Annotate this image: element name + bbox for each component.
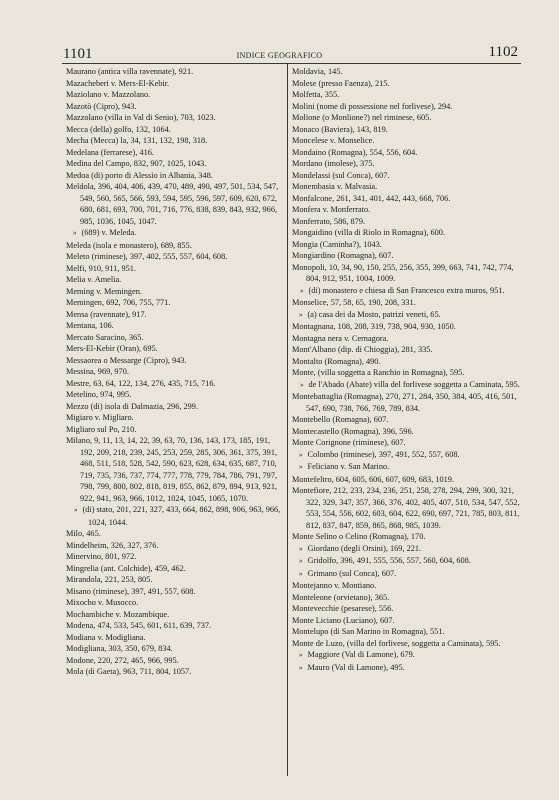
index-entry [66,158,282,170]
index-entry [292,649,520,662]
index-entry-text: Mauro (Val di Lamone), 495. [307,662,405,672]
index-entry [292,250,520,262]
index-entry-text: Memingen, 692, 706, 755, 771. [66,298,171,307]
index-entry-text: Medina del Campo, 832, 907, 1025, 1043. [66,159,207,168]
index-entry-text: Montagna nera v. Cernagora. [292,333,389,343]
index-entry [66,286,282,298]
index-entry [292,147,520,159]
index-entry-text: Mixocho v. Musocco. [66,598,139,607]
index-entry [292,262,520,285]
index-entry [66,355,282,367]
index-entry [66,240,282,252]
index-entry-text: Mazzolano (villa in Val di Senio), 703, 1023. [66,113,216,122]
ditto-mark: » [299,310,303,319]
index-entry-text: Meming v. Memingen. [66,286,142,296]
index-entry [66,504,282,528]
index-entry-text: Monte, (villa soggetta a Ranchio in Romagna), 595. [292,368,465,377]
index-entry [292,543,520,556]
index-entry-text: Monembasia v. Malvasia. [292,182,378,191]
ditto-mark: » [300,286,304,295]
index-entry [66,609,282,621]
index-entry [66,251,282,263]
index-entry [66,435,282,504]
index-entry-text: Milano, 9, 11, 13, 14, 22, 39, 63, 70, 136, 143, 173, 185, 191, 192, 209, 218, 239, 245, 253, 259, 285, 306, 361, 375, 391, 468, 511, 518, 528, 542, 590, 623, 628, 634, 635, 687, 710, 719, 735, 736, 737, 774, 777, 778, 779, 784, 786, 791, 797, 798, 799, 800, 802, 818, 819, 855, 862, 879, 894, 913, 921, 922, 941, 963, 966, 1012, 1024, 1045, 1065, 1070. [66,436,278,503]
index-entry [66,366,282,378]
index-entry-text: Mont'Albano (dip. di Chioggia), 281, 335. [292,345,433,354]
index-entry-text: de l'Abado (Abate) villa del forlivese soggetta a Caminata, 595. [308,379,520,389]
index-entry-text: Migiaro v. Migliaro. [66,413,134,422]
index-entry-text: Monte Selino o Celino (Romagna), 170. [292,532,426,541]
header-rule [62,63,521,64]
index-entry [292,309,520,322]
index-entry [292,239,520,251]
index-entry-text: Monaco (Baviera), 143, 819. [292,124,388,134]
index-entry [66,112,282,124]
index-entry-text: Monte Liciano (Luciano), 607. [292,615,395,625]
index-entry-text: Milo, 465. [66,529,101,538]
index-entry-text: Montevecchie (pesarese), 556. [292,604,394,613]
index-entry [292,204,520,216]
index-entry [66,632,282,644]
index-entry-text: Monte Corignone (riminese), 607. [292,438,406,447]
index-entry-text: Modigliana, 303, 350, 679, 834. [66,644,173,653]
index-entry-text: Molfetta, 355. [292,90,340,99]
index-entry [66,89,282,101]
index-entry [292,66,520,78]
index-entry [292,158,520,170]
index-entry-text: (689) v. Meleda. [81,228,137,237]
index-entry [66,424,282,436]
index-entry-text: Melfi, 910, 911, 951. [66,263,136,273]
index-entry [292,485,520,531]
index-entry-text: Montefeltro, 604, 605, 606, 607, 609, 683, 1019. [292,474,455,484]
index-entry-text: Mers-El-Kebir (Oran), 695. [66,344,158,353]
index-entry-text: Modone, 220, 272, 465, 966, 995. [66,655,179,665]
index-entry [66,309,282,321]
index-entry [292,227,520,239]
ditto-mark: » [299,450,303,459]
index-entry-text: (a) casa dei da Mosto, patrizi veneti, 65. [307,309,441,319]
index-entry-text: Mecca (della) golfo, 132, 1064. [66,124,171,134]
index-entry-text: Monfera v. Monferrato. [292,205,371,214]
ditto-mark: » [300,380,304,389]
index-entry [292,181,520,193]
index-entry-text: Messina, 969, 970. [66,367,129,376]
index-entry [292,112,520,124]
index-entry [66,389,282,401]
index-entry-text: Medoa (di) porto di Alessio in Albania, 348. [66,170,213,180]
index-entry-text: Giordano (degli Orsini), 169, 221. [307,543,422,553]
index-entry-text: Mestre, 63, 64, 122, 134, 276, 435, 715, 716. [66,378,216,388]
index-entry-text: Monte de Luzo, (villa del forlivese, soggetta a Caminata), 595. [292,638,501,648]
ditto-mark: » [299,544,303,553]
index-entry [66,574,282,586]
index-entry [66,643,282,655]
index-entry-text: Mindelheim, 326, 327, 376. [66,540,159,550]
index-entry [292,615,520,627]
index-entry-text: Montagnana, 108, 208, 319, 738, 904, 930, 1050. [292,322,456,331]
index-entry [292,193,520,205]
index-entry [66,181,282,227]
index-entry-text: Mazotò (Cipro), 943. [66,101,137,111]
index-entry-text: Maurano (antica villa ravennate), 921. [66,67,194,76]
index-entry-text: Monopoli, 10, 34, 90, 150, 255, 256, 355, 399, 663, 741, 742, 774, 804, 912, 951, 1004, 1009. [292,262,514,283]
index-entry-text: Mochambiche v. Mozambique. [66,609,170,619]
index-entry-text: Meleda (isola e monastero), 689, 855. [66,240,192,250]
index-entry [66,401,282,413]
index-entry-text: Colombo (riminese), 397, 491, 552, 557, 608. [307,449,460,459]
index-entry [292,437,520,449]
index-entry-text: Moldavia, 145. [292,67,343,76]
index-entry [292,414,520,426]
index-entry [292,297,520,309]
index-entry [66,320,282,332]
index-entry [66,170,282,182]
index-entry-text: Mordano (imolese), 375. [292,159,375,168]
index-entry [66,332,282,344]
index-entry [66,263,282,275]
index-entry [66,135,282,147]
index-entry [292,474,520,486]
index-entry-text: Gridolfo, 396, 491, 555, 556, 557, 560, 604, 608. [307,556,471,565]
index-entry-text: Monfalcone, 261, 341, 401, 442, 443, 668, 706. [292,193,451,203]
index-entry [66,551,282,563]
index-entry [292,638,520,650]
index-entry [292,135,520,147]
index-entry [292,285,520,298]
ditto-mark: » [299,569,303,578]
index-entry [66,227,282,240]
index-entry-text: Montebattaglia (Romagna), 270, 271, 284, 350, 384, 405, 416, 501, 547, 690, 738, 766, 769, 789, 834. [292,392,517,413]
index-entry [292,461,520,474]
index-entry [66,620,282,632]
index-entry-text: Monselice, 57, 58, 65, 190, 208, 331. [292,298,416,307]
column-divider [287,64,288,776]
index-entry-text: Mongaidino (villa di Riolo in Romagna), 600. [292,228,446,237]
index-entry-text: Mondaino (Romagna), 554, 556, 604. [292,147,418,157]
index-entry-text: Montecastello (Romagna), 396, 596. [292,426,414,436]
index-entry-text: Moncelese v. Monselice. [292,136,375,145]
index-entry [292,344,520,356]
index-entry-text: Monferrato, 586, 879. [292,216,366,226]
index-entry-text: Montefiore, 212, 233, 234, 236, 251, 258, 278, 294, 299, 300, 321, 322, 329, 347, 357, 366, 376, 402, 405, 407, 510, 534, 547, 552, 553, 554, 556, 602, 603, 604, 622, 690, 697, 721, 785, 803, 811, 812, 837, 847, 859, 865, 868, 985, 1039. [292,486,520,530]
index-entry [66,597,282,609]
index-entry-text: Misano (riminese), 397, 491, 557, 608. [66,586,196,596]
index-entry-text: Minervino, 801, 972. [66,552,137,561]
index-entry [292,531,520,543]
ditto-mark: » [299,463,303,471]
index-entry [292,662,520,675]
index-entry-text: Montalto (Romagna), 490. [292,356,381,366]
index-entry [292,379,520,392]
index-entry-text: Mensa (ravennate), 917. [66,309,147,319]
index-entry [292,391,520,414]
index-entry [292,89,520,101]
ditto-mark: » [299,557,303,565]
index-entry-text: Molione (o Monlione?) nel riminese, 605. [292,113,432,122]
index-entry [292,216,520,228]
index-entry-text: Meleto (riminese), 397, 402, 555, 557, 604, 608. [66,252,228,261]
index-entry [66,540,282,552]
index-entry [292,603,520,615]
index-entry [66,563,282,575]
index-entry [292,449,520,462]
ditto-mark: » [299,651,303,659]
index-entry [66,586,282,598]
index-entry-text: Mongia (Caminha?), 1043. [292,239,382,249]
index-entry-text: Feliciano v. San Marino. [307,462,390,471]
index-entry [292,333,520,345]
index-entry-text: Modena, 474, 533, 545, 601, 611, 639, 737. [66,621,212,630]
index-entry [292,555,520,568]
index-entry [66,147,282,159]
index-entry-text: Mezzo (di) isola di Dalmazia, 296, 299. [66,401,199,411]
index-entry [66,66,282,78]
index-entry-text: Mazacheberi v. Mers-El-Kebir. [66,78,170,88]
index-entry-text: Medelana (ferrarese), 416. [66,147,154,157]
index-entry [66,101,282,113]
index-entry-text: Molini (nome di possessione nel forlivese), 294. [292,101,453,111]
index-entry [292,124,520,136]
index-entry-text: Modiana v. Modigliana. [66,632,146,642]
ditto-mark: » [74,506,78,514]
index-entry [292,321,520,333]
ditto-mark: » [299,663,303,672]
index-entry [66,412,282,424]
index-entry-text: Mirandola, 221, 253, 805. [66,575,153,584]
index-entry [66,297,282,309]
running-title: INDICE GEOGRAFICO [236,51,323,60]
index-entry [292,356,520,368]
index-entry-text: Mercato Saracino, 365. [66,332,144,342]
index-entry [292,367,520,379]
index-entry [66,528,282,540]
index-entry-text: Mecha (Mecca) la, 34, 131, 132, 198, 318. [66,136,208,145]
index-entry [292,426,520,438]
index-entry [66,378,282,390]
index-entry-text: Mola (di Gaeta), 963, 711, 804, 1057. [66,667,192,676]
index-entry [292,626,520,638]
index-entry-text: Maziolano v. Mazzolano. [66,90,151,99]
index-entry-text: Mongiardino (Romagna), 607. [292,251,394,260]
index-entry [66,78,282,90]
index-entry-text: Melia v. Amelia. [66,275,122,284]
index-entry [292,568,520,581]
index-entry [66,655,282,667]
index-entry-text: Grimano (sul Conca), 607. [307,568,397,578]
index-entry-text: Montelupo (di San Marino in Romagna), 551. [292,627,445,636]
index-entry-text: Mingrelia (ant. Colchide), 459, 462. [66,563,186,573]
index-entry-text: (di) monastero e chiesa di San Francesco extra muros, 951. [308,285,505,295]
index-entry [66,274,282,286]
index-entry [66,124,282,136]
index-entry [66,343,282,355]
ditto-mark: » [73,229,77,237]
index-entry-text: Monteleone (orvietano), 365. [292,592,390,602]
index-entry-text: Montejanno v. Montiano. [292,581,377,590]
index-entry-text: Molese (presso Faenza), 215. [292,78,390,88]
index-entry [292,101,520,113]
index-entry-text: Maggiore (Val di Lamone), 679. [307,650,415,659]
index-entry-text: Meldola, 396, 404, 406, 439, 470, 489, 490, 497, 501, 534, 547, 549, 560, 565, 566, 593, 594, 595, 596, 597, 609, 620, 672, 680, 681, 693, 700, 701, 716, 776, 838, 839, 843, 932, 966, 985, 1036, 1045, 1047. [66,182,279,226]
index-entry-text: Mentana, 106. [66,321,114,330]
index-entry-text: Mondelassi (sul Conca), 607. [292,170,390,180]
left-index-column [66,66,282,678]
index-entry-text: Messaorea o Messarge (Cipro), 943. [66,355,187,365]
index-entry [292,170,520,182]
index-entry-text: Metelino, 974, 995. [66,390,132,399]
index-entry [66,666,282,678]
right-index-column [292,66,520,674]
index-entry [292,592,520,604]
index-entry-text: Montebello (Romagna), 607. [292,415,389,424]
right-page-number: 1102 [488,44,518,60]
left-page-number: 1101 [63,46,93,62]
index-entry [292,580,520,592]
index-entry-text: Migliaro sul Po, 210. [66,424,137,434]
index-entry [292,78,520,90]
index-entry-text: (di) stato, 201, 221, 327, 433, 664, 862, 898, 906, 963, 966, 1024, 1044. [82,505,281,527]
